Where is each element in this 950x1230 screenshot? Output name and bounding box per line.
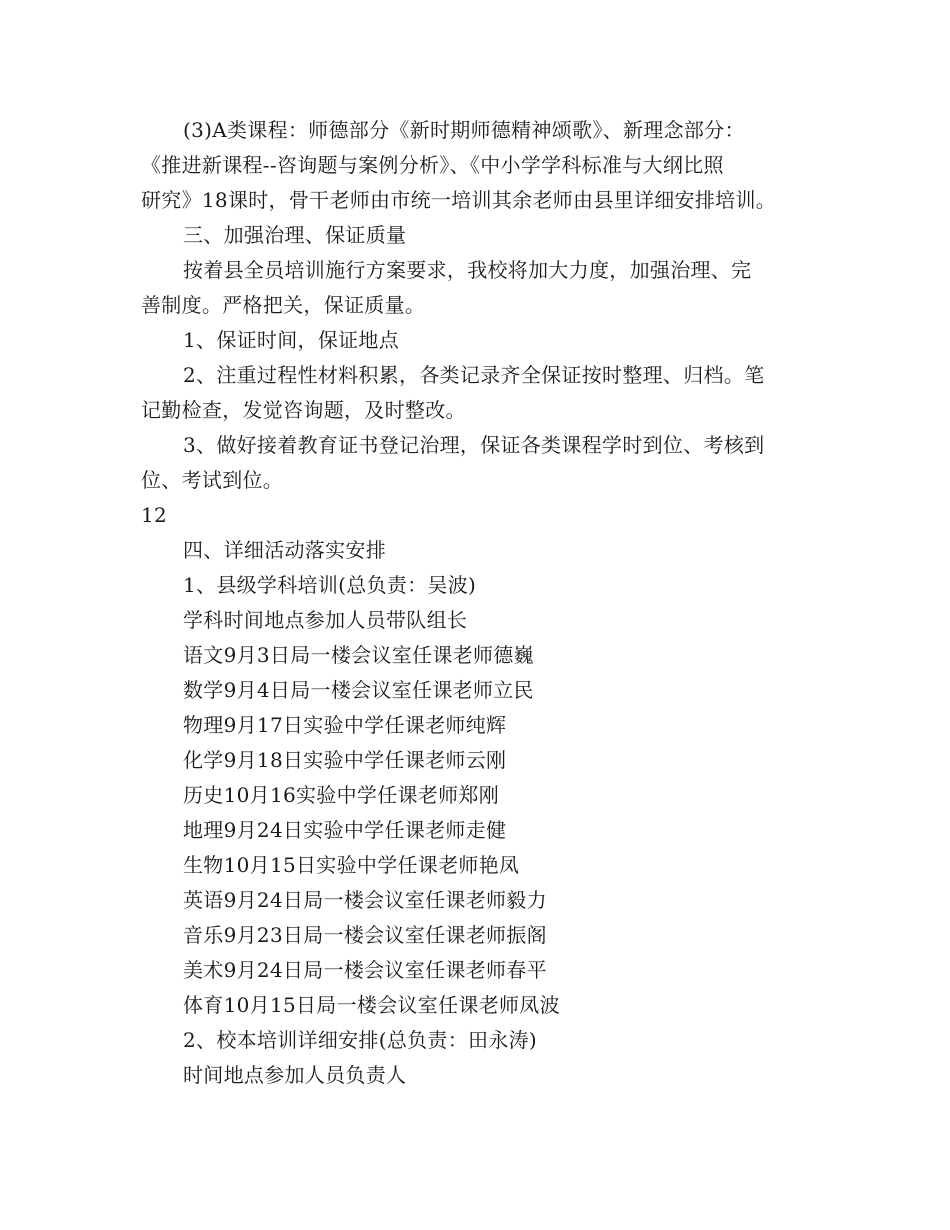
school-training-heading: 2、校本培训详细安排(总负责：田永涛) xyxy=(183,1028,538,1052)
county-row: 音乐9月23日局一楼会议室任课老师振阁 xyxy=(183,923,547,947)
section-3-intro-line-2: 善制度。严格把关，保证质量。 xyxy=(141,293,426,317)
section-4-heading: 四、详细活动落实安排 xyxy=(183,538,386,562)
county-row: 语文9月3日局一楼会议室任课老师德巍 xyxy=(183,643,534,667)
paragraph-a-courses-line-1: (3)A类课程：师德部分《新时期师德精神颂歌》、新理念部分： xyxy=(183,118,745,142)
page-number: 12 xyxy=(141,503,168,527)
list-item-3-line-2: 位、考试到位。 xyxy=(141,468,284,492)
county-row: 英语9月24日局一楼会议室任课老师毅力 xyxy=(183,888,547,912)
county-row: 化学9月18日实验中学任课老师云刚 xyxy=(183,748,507,772)
county-training-heading: 1、县级学科培训(总负责：吴波) xyxy=(183,573,477,597)
paragraph-a-courses-line-2: 《推进新课程--咨询题与案例分析》、《中小学学科标准与大纲比照 xyxy=(141,153,724,177)
list-item-1: 1、保证时间，保证地点 xyxy=(183,328,400,352)
list-item-2-line-1: 2、注重过程性材料积累，各类记录齐全保证按时整理、归档。笔 xyxy=(183,363,765,387)
paragraph-a-courses-line-3: 研究》18课时，骨干老师由市统一培训其余老师由县里详细安排培训。 xyxy=(141,188,777,212)
county-table-header: 学科时间地点参加人员带队组长 xyxy=(183,608,468,632)
school-table-header: 时间地点参加人员负责人 xyxy=(183,1063,407,1087)
county-row: 生物10月15日实验中学任课老师艳凤 xyxy=(183,853,520,877)
section-3-intro-line-1: 按着县全员培训施行方案要求，我校将加大力度，加强治理、完 xyxy=(183,258,752,282)
county-row: 地理9月24日实验中学任课老师走健 xyxy=(183,818,507,842)
list-item-2-line-2: 记勤检查，发觉咨询题，及时整改。 xyxy=(141,398,466,422)
county-row: 体育10月15日局一楼会议室任课老师凤波 xyxy=(183,993,560,1017)
list-item-3-line-1: 3、做好接着教育证书登记治理，保证各类课程学时到位、考核到 xyxy=(183,433,765,457)
county-row: 历史10月16实验中学任课老师郑刚 xyxy=(183,783,499,807)
county-row: 美术9月24日局一楼会议室任课老师春平 xyxy=(183,958,547,982)
county-row: 物理9月17日实验中学任课老师纯辉 xyxy=(183,713,507,737)
county-row: 数学9月4日局一楼会议室任课老师立民 xyxy=(183,678,534,702)
section-3-heading: 三、加强治理、保证质量 xyxy=(183,223,407,247)
